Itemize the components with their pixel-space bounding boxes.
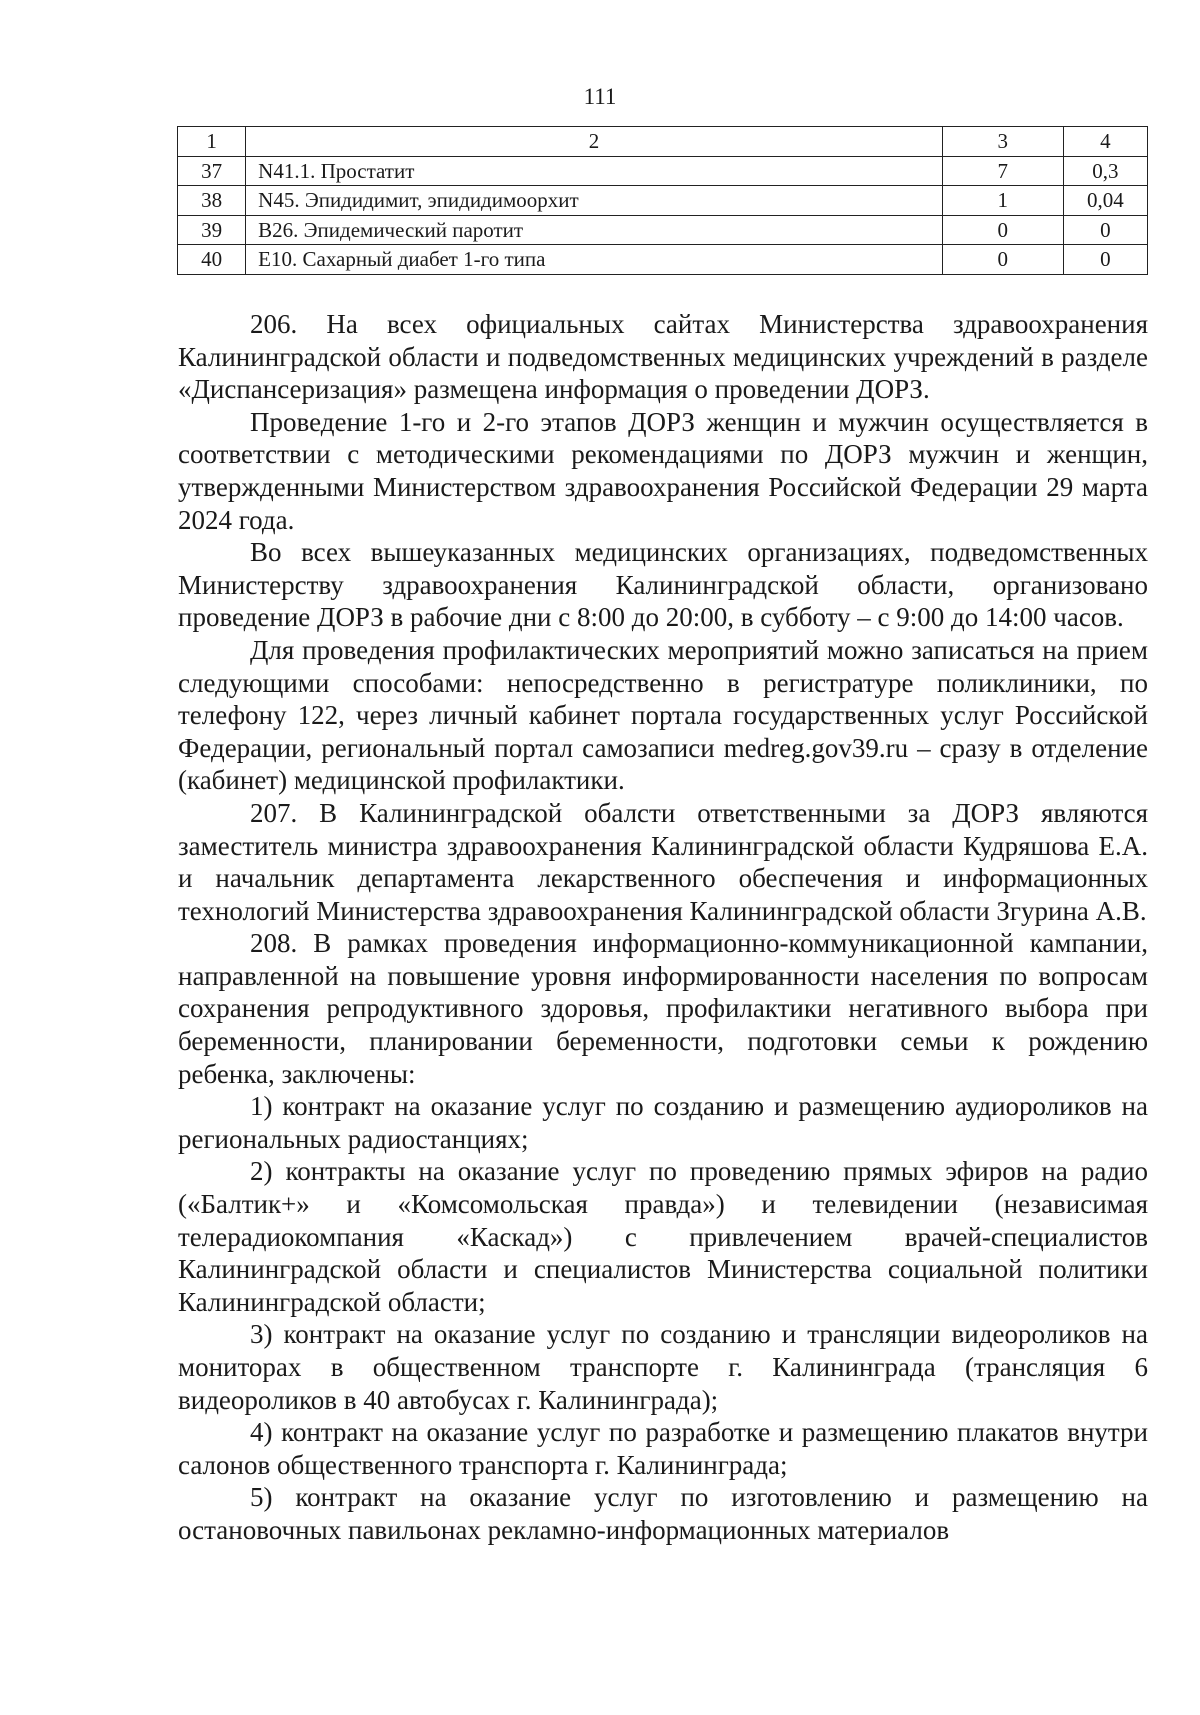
row-number-cell: 40 — [178, 245, 246, 275]
count-cell: 0 — [942, 245, 1063, 275]
table-row — [178, 215, 1148, 245]
diagnosis-cell: N41.1. Простатит — [246, 156, 943, 186]
list-item-5: 5) контракт на оказание услуг по изготовлению и размещению на остановочных павильонах рекламно-информационных материалов — [178, 1482, 1148, 1545]
rate-cell: 0 — [1063, 215, 1147, 245]
list-item-1: 1) контракт на оказание услуг по созданию и размещению аудиороликов на региональных радиостанциях; — [178, 1091, 1148, 1154]
count-cell: 7 — [942, 156, 1063, 186]
paragraph-208: 208. В рамках проведения информационно-коммуникационной кампании, направленной на повышение уровня информированности населения по вопросам сохранения репродуктивного здоровья, профилактики негативного выбора при беременности, планировании беременности, подготовки семьи к рождению ребенка, заключены: — [178, 928, 1148, 1089]
table-header-cell: 1 — [178, 127, 246, 157]
data-table — [177, 126, 1148, 275]
table-row — [178, 156, 1148, 186]
rate-cell: 0 — [1063, 245, 1147, 275]
row-number-cell: 39 — [178, 215, 246, 245]
table-header-cell: 3 — [942, 127, 1063, 157]
table-row — [178, 245, 1148, 275]
page-number: 111 — [583, 84, 617, 109]
table-header-cell: 2 — [246, 127, 943, 157]
paragraph-207: 207. В Калининградской обалсти ответственными за ДОРЗ являются заместитель министра здравоохранения Калининградской области Кудряшова Е.А. и начальник департамента лекарственного обеспечения и информационных технологий Министерства здравоохранения Калининградской области Згурина А.В. — [178, 797, 1148, 926]
list-item-3: 3) контракт на оказание услуг по созданию и трансляции видеороликов на мониторах в общественном транспорте г. Калининграда (трансляция 6 видеороликов в 40 автобусах г. Калининграда); — [178, 1319, 1148, 1415]
count-cell: 1 — [942, 186, 1063, 216]
document-body — [178, 308, 1148, 1547]
diagnosis-cell: B26. Эпидемический паротит — [246, 215, 943, 245]
paragraph-schedule: Во всех вышеуказанных медицинских организациях, подведомственных Министерству здравоохранения Калининградской области, организовано проведение ДОРЗ в рабочие дни с 8:00 до 20:00, в субботу – с 9:00 до 14:00 часов. — [178, 537, 1148, 633]
diagnosis-cell: N45. Эпидидимит, эпидидимоорхит — [246, 186, 943, 216]
table-row — [178, 186, 1148, 216]
paragraph-stages: Проведение 1-го и 2-го этапов ДОРЗ женщин и мужчин осуществляется в соответствии с методическими рекомендациями по ДОРЗ мужчин и женщин, утвержденными Министерством здравоохранения Российской Федерации 29 марта 2024 года. — [178, 406, 1148, 535]
rate-cell: 0,3 — [1063, 156, 1147, 186]
rate-cell: 0,04 — [1063, 186, 1147, 216]
list-item-2: 2) контракты на оказание услуг по проведению прямых эфиров на радио («Балтик+» и «Комсомольская правда») и телевидении (независимая телерадиокомпания «Каскад») с привлечением врачей-специалистов Калининградской области и специалистов Министерства социальной политики Калининградской области; — [178, 1156, 1148, 1317]
table-header-row — [178, 127, 1148, 157]
row-number-cell: 37 — [178, 156, 246, 186]
diagnosis-cell: E10. Сахарный диабет 1-го типа — [246, 245, 943, 275]
paragraph-appointment: Для проведения профилактических мероприятий можно записаться на прием следующими способами: непосредственно в регистратуре поликлиники, по телефону 122, через личный кабинет портала государственных услуг Российской Федерации, региональный портал самозаписи medreg.gov39.ru – сразу в отделение (кабинет) медицинской профилактики. — [178, 634, 1148, 796]
list-item-4: 4) контракт на оказание услуг по разработке и размещению плакатов внутри салонов общественного транспорта г. Калининграда; — [178, 1417, 1148, 1480]
count-cell: 0 — [942, 215, 1063, 245]
table-header-cell: 4 — [1063, 127, 1147, 157]
paragraph-206: 206. На всех официальных сайтах Министерства здравоохранения Калининградской области и подведомственных медицинских учреждений в разделе «Диспансеризация» размещена информация о проведении ДОРЗ. — [178, 309, 1148, 405]
row-number-cell: 38 — [178, 186, 246, 216]
